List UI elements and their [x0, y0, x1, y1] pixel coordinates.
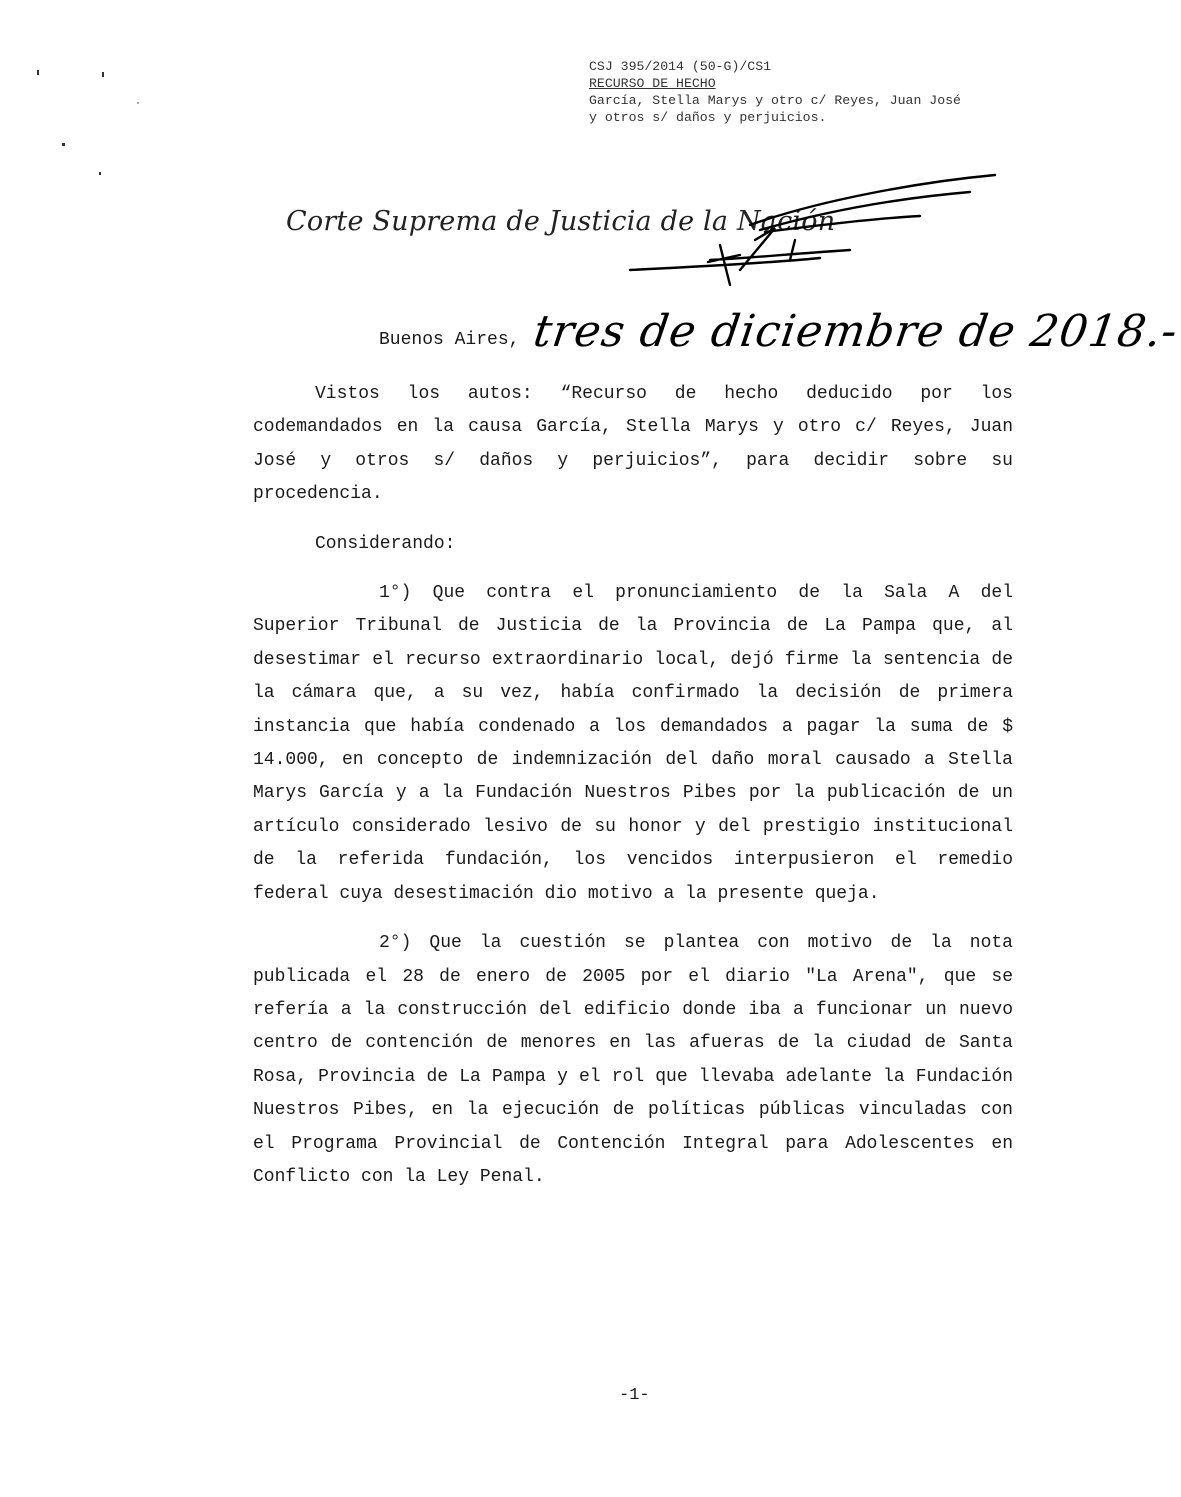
case-header	[589, 58, 961, 126]
case-caption-line2: y otros s/ daños y perjuicios.	[589, 110, 827, 125]
signature-stroke	[590, 170, 1010, 300]
spacer	[253, 512, 1013, 528]
document-body	[253, 378, 1013, 1194]
case-number: CSJ 395/2014 (50-G)/CS1	[589, 59, 772, 74]
spacer	[253, 911, 1013, 927]
case-type: RECURSO DE HECHO	[589, 76, 716, 91]
paragraph-2: 2°) Que la cuestión se plantea con motivo de la nota publicada el 28 de enero de 2005 por el diario "La Arena", que se refería a la construcción del edificio donde iba a funcionar un nuevo centro de contención de menores en las afueras de la ciudad de Santa Rosa, Provincia de La Pampa y el rol que llevaba adelante la Fundación Nuestros Pibes, en la ejecución de políticas públicas vinculadas con el Programa Provincial de Contención Integral para Adolescentes en Conflicto con la Ley Penal.	[253, 933, 1013, 1187]
paragraph-considerando: Considerando:	[315, 533, 456, 554]
city-label: Buenos Aires,	[379, 330, 520, 350]
handwritten-date: tres de diciembre de 2018.-	[530, 306, 1181, 357]
court-title: Corte Suprema de Justicia de la Nación	[286, 206, 836, 237]
paragraph-1: 1°) Que contra el pronunciamiento de la Sala A del Superior Tribunal de Justicia de la Provincia de La Pampa que, al desestimar el recurso extraordinario local, dejó firme la sentencia de la cámara que, a su vez, había confirmado la decisión de primera instancia que había condenado a los demandados a pagar la suma de $ 14.000, en concepto de indemnización del daño moral causado a Stella Marys García y a la Fundación Nuestros Pibes por la publicación de un artículo considerado lesivo de su honor y del prestigio institucional de la referida fundación, los vencidos interpusieron el remedio federal cuya desestimación dio motivo a la presente queja.	[253, 583, 1013, 904]
case-caption-line1: García, Stella Marys y otro c/ Reyes, Juan José	[589, 93, 961, 108]
paragraph-vistos: Vistos los autos: “Recurso de hecho deducido por los codemandados en la causa García, Stella Marys y otro c/ Reyes, Juan José y otros s/ daños y perjuicios”, para decidir sobre su procedencia.	[253, 384, 1013, 505]
spacer	[253, 561, 1013, 577]
page-number: -1-	[619, 1386, 650, 1405]
